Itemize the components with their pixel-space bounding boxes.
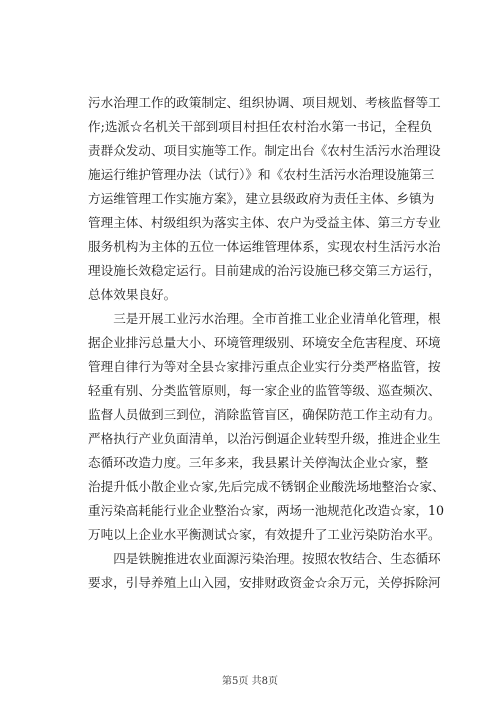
text-line: 重污染高耗能行业企业整治☆家，两场一池规范化改造☆家，10 (88, 503, 445, 518)
text-line: 监督人员做到三到位，消除监管盲区，确保防范工作主动有力。 (88, 407, 441, 422)
text-line: 施运行维护管理办法（试行）》和《农村生活污水治理设施第三 (88, 167, 435, 182)
text-line: 轻重有别、分类监管原则，每一家企业的监管等级、巡查频次、 (88, 383, 441, 398)
text-line: 服务机构为主体的五位一体运维管理体系，实现农村生活污水治 (88, 239, 441, 254)
text-line: 四是铁腕推进农业面源污染治理。按照农牧结合、生态循环 (88, 551, 441, 566)
text-line: 方运维管理工作实施方案》，建立县级政府为责任主体、乡镇为 (88, 191, 435, 206)
text-line: 总体效果良好。 (88, 287, 177, 302)
text-line: 万吨以上企业水平衡测试☆家，有效提升了工业污染防治水平。 (88, 527, 441, 542)
text-line: 作;选派☆名机关干部到项目村担任农村治水第一书记，全程负 (88, 119, 433, 134)
text-line: 严格执行产业负面清单，以治污倒逼企业转型升级，推进企业生 (88, 431, 441, 446)
text-line: 责群众发动、项目实施等工作。制定出台《农村生活污水治理设 (88, 143, 441, 158)
text-line: 管理主体、村级组织为落实主体、农户为受益主体、第三方专业 (88, 215, 441, 230)
text-line: 治提升低小散企业☆家,先后完成不锈钢企业酸洗场地整治☆家、 (88, 479, 445, 494)
text-line: 据企业排污总量大小、环境管理级别、环境安全危害程度、环境 (88, 335, 441, 350)
text-line: 管理自律行为等对全县☆家排污重点企业实行分类严格监管，按 (88, 359, 441, 374)
body-text (88, 91, 445, 595)
text-line: 要求，引导养殖上山入园，安排财政资金☆余万元，关停拆除河 (88, 575, 441, 590)
text-line: 三是开展工业污水治理。全市首推工业企业清单化管理，根 (88, 311, 441, 326)
page-footer: 第5页 共8页 (222, 676, 278, 687)
text-line: 污水治理工作的政策制定、组织协调、项目规划、考核监督等工 (88, 95, 441, 110)
text-line: 态循环改造力度。三年多来，我县累计关停淘汰企业☆家，整 (88, 455, 429, 470)
text-line: 理设施长效稳定运行。目前建成的治污设施已移交第三方运行， (88, 263, 441, 278)
